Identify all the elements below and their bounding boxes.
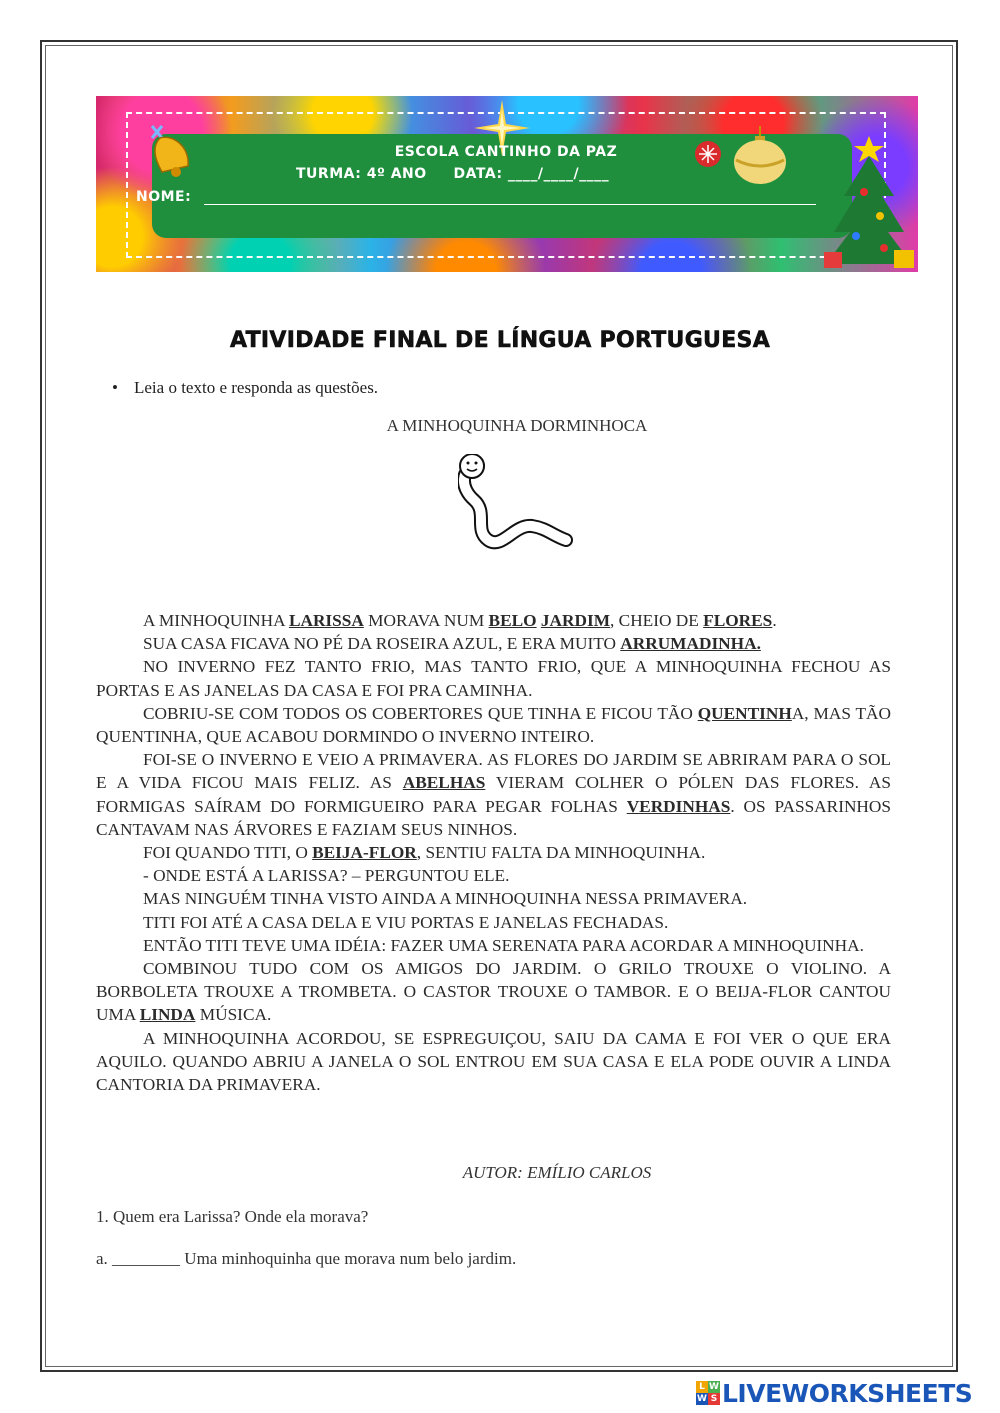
story-paragraph: A MINHOQUINHA LARISSA MORAVA NUM BELO JARDIM, CHEIO DE FLORES. — [143, 611, 777, 630]
story-text — [96, 609, 891, 1096]
story-title: A MINHOQUINHA DORMINHOCA — [386, 416, 648, 435]
class-date-line: TURMA: 4º ANO DATA: ____/____/____ — [296, 166, 610, 182]
liveworksheets-brand[interactable] — [696, 1378, 972, 1408]
story-paragraph: MAS NINGUÉM TINHA VISTO AINDA A MINHOQUINHA NESSA PRIMAVERA. — [143, 889, 748, 909]
story-paragraph: COMBINOU TUDO COM OS AMIGOS DO JARDIM. O GRILO TROUXE O VIOLINO. A BORBOLETA TROUXE A TROMBETA. O CASTOR TROUXE O TAMBOR. E O BEIJA-FLOR CANTOU UMA LINDA MÚSICA. — [96, 959, 891, 1025]
story-paragraph: COBRIU-SE COM TODOS OS COBERTORES QUE TINHA E FICOU TÃO QUENTINHA, MAS TÃO QUENTINHA, QUE ACABOU DORMINDO O INVERNO INTEIRO. — [96, 703, 891, 747]
name-label: NOME: — [136, 189, 192, 205]
name-input-line[interactable] — [204, 204, 816, 205]
bullet-icon: • — [112, 378, 118, 397]
header-banner — [96, 96, 918, 272]
page-title: ATIVIDADE FINAL DE LÍNGUA PORTUGUESA — [229, 328, 771, 353]
liveworksheets-logo-icon: L W W S — [697, 1382, 719, 1404]
brand-text: LIVEWORKSHEETS — [722, 1378, 973, 1408]
question-1: 1. Quem era Larissa? Onde ela morava? — [96, 1207, 369, 1226]
story-author: AUTOR: EMÍLIO CARLOS — [462, 1163, 652, 1182]
story-paragraph: FOI QUANDO TITI, O BEIJA-FLOR, SENTIU FALTA DA MINHOQUINHA. — [143, 843, 706, 863]
story-paragraph: A MINHOQUINHA ACORDOU, SE ESPREGUIÇOU, SAIU DA CAMA E FOI VER O QUE ERA AQUILO. QUANDO ABRIU A JANELA O SOL ENTROU EM SUA CASA E ELA PODE OUVIR A LINDA CANTORIA DA PRIMAVERA. — [96, 1028, 891, 1095]
worm-icon — [458, 454, 578, 554]
instruction — [112, 378, 379, 398]
story-paragraph: TITI FOI ATÉ A CASA DELA E VIU PORTAS E JANELAS FECHADAS. — [143, 912, 669, 932]
instruction-text: Leia o texto e responda as questões. — [134, 378, 379, 397]
story-paragraph: SUA CASA FICAVA NO PÉ DA ROSEIRA AZUL, E ERA MUITO ARRUMADINHA. — [143, 634, 761, 654]
story-paragraph: NO INVERNO FEZ TANTO FRIO, MAS TANTO FRIO, QUE A MINHOQUINHA FECHOU AS PORTAS E AS JANELAS DA CASA E FOI PRA CAMINHA. — [96, 657, 891, 700]
school-name: ESCOLA CANTINHO DA PAZ — [394, 144, 618, 160]
story-paragraph: - ONDE ESTÁ A LARISSA? – PERGUNTOU ELE. — [143, 866, 510, 886]
story-paragraph: ENTÃO TITI TEVE UMA IDÉIA: FAZER UMA SERENATA PARA ACORDAR A MINHOQUINHA. — [143, 935, 864, 955]
answer-a[interactable]: a. ________ Uma minhoquinha que morava num belo jardim. — [96, 1249, 517, 1268]
story-paragraph: FOI-SE O INVERNO E VEIO A PRIMAVERA. AS FLORES DO JARDIM SE ABRIRAM PARA O SOL E A VIDA FICOU MAIS FELIZ. AS ABELHAS VIERAM COLHER O PÓLEN DAS FLORES. AS FORMIGAS SAÍRAM DO FORMIGUEIRO PARA PEGAR FOLHAS VERDINHAS. OS PASSARINHOS CANTAVAM NAS ÁRVORES E FAZIAM SEUS NINHOS. — [96, 750, 892, 839]
